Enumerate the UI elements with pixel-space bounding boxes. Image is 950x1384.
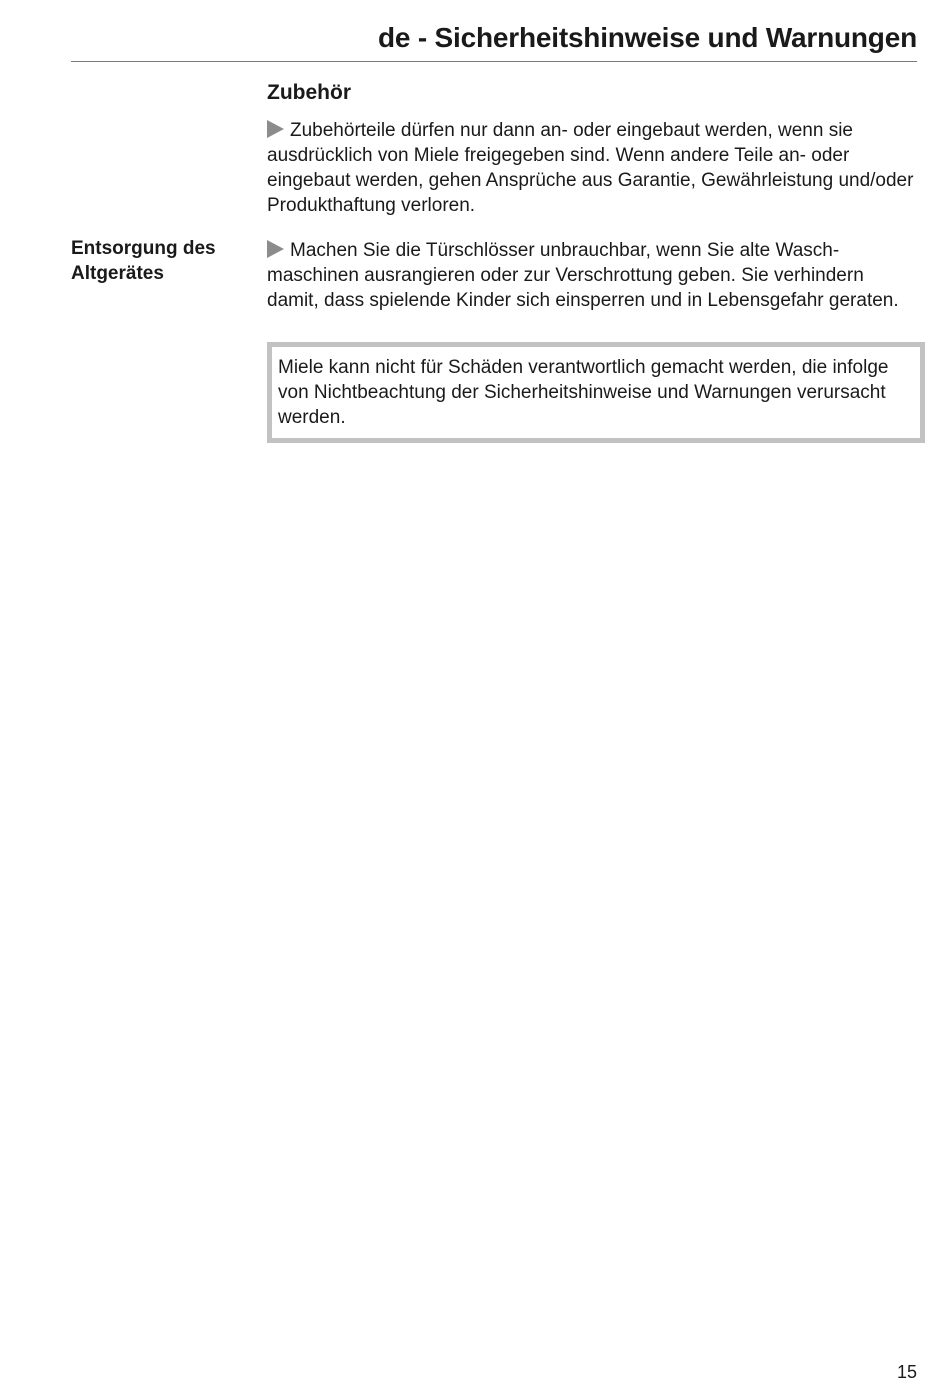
page-title: de - Sicherheitshinweise und Warnungen: [378, 22, 917, 53]
triangle-bullet-icon: [267, 120, 284, 138]
side-label-line-2: Altgerätes: [71, 263, 164, 284]
page-header: [71, 22, 917, 62]
disposal-paragraph: [267, 238, 919, 313]
liability-note-box: [267, 342, 925, 443]
page-number: 15: [896, 1362, 917, 1382]
section-heading-accessories: Zubehör: [267, 81, 351, 104]
side-label-disposal: [71, 236, 251, 286]
accessories-paragraph: [267, 118, 919, 218]
disposal-text: Machen Sie die Türschlösser unbrauchbar, wenn Sie alte Waschmaschinen ausrangieren oder zur Verschrottung geben. Sie verhindern damit, dass spielende Kinder sich einsperren und in Lebensgefahr geraten.: [267, 240, 899, 311]
triangle-bullet-icon: [267, 240, 284, 258]
side-label-line-1: Entsorgung des: [71, 238, 216, 259]
liability-note-text: Miele kann nicht für Schäden verantwortlich gemacht werden, die infolge von Nichtbeachtung der Sicherheitshinweise und Warnungen verursacht werden.: [278, 357, 889, 428]
accessories-text: Zubehörteile dürfen nur dann an- oder eingebaut werden, wenn sie ausdrücklich von Miele freigegeben sind. Wenn andere Teile an- oder eingebaut werden, gehen Ansprüche aus Garantie, Gewährleistung und/oder Produkthaftung verloren.: [267, 120, 914, 216]
